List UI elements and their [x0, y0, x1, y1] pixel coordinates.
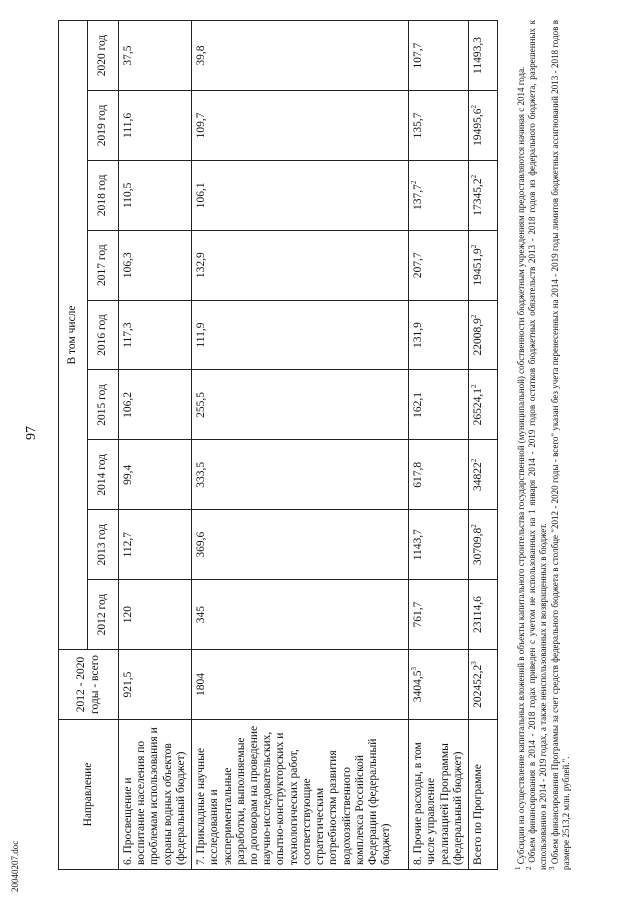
cell-value: 99,4: [122, 464, 134, 485]
row-year-value: [468, 370, 497, 440]
page-number: 97: [24, 426, 39, 440]
row-year-value: [119, 91, 192, 161]
row-year-value: [409, 21, 469, 91]
cell-value: 207,7: [412, 252, 425, 279]
row-year-value: [468, 300, 497, 370]
cell-value: 135,7: [412, 112, 425, 139]
row-year-value: [119, 300, 192, 370]
cell-value: 106,1: [195, 182, 208, 209]
row-year-value: [119, 160, 192, 230]
cell-value: 202452,2: [471, 664, 484, 708]
header-including: В том числе: [59, 21, 88, 650]
cell-value: 110,5: [122, 182, 134, 209]
table-row: [468, 21, 497, 870]
row-direction: Всего по Программе: [468, 720, 497, 870]
cell-value: 3404,5: [412, 670, 425, 703]
row-direction: 8. Прочие расходы, в том числе управление реализацией Программы (федеральный бюджет): [409, 720, 469, 870]
cell-value: 19451,9: [471, 248, 484, 286]
row-year-value: [468, 91, 497, 161]
cell-value: 617,8: [412, 461, 425, 488]
cell-value: 345: [195, 605, 208, 624]
row-year-value: [192, 300, 409, 370]
header-row: [59, 21, 88, 870]
footnote-mark: 2: [470, 524, 479, 528]
document-id: 20040207.doc: [10, 840, 20, 892]
row-year-value: [468, 510, 497, 580]
row-year-value: [468, 440, 497, 510]
footnote-mark: 2: [470, 384, 479, 388]
cell-value: 132,9: [195, 252, 208, 279]
row-year-value: [468, 580, 497, 650]
cell-value: 1804: [195, 673, 208, 696]
row-year-value: [119, 21, 192, 91]
footnote-mark: 2: [410, 180, 419, 185]
cell-value: 333,5: [195, 461, 208, 488]
footnote-number: 3: [547, 866, 556, 870]
row-year-value: [192, 370, 409, 440]
header-year: 2020 год: [88, 21, 119, 91]
row-year-value: [119, 230, 192, 300]
row-year-value: [409, 300, 469, 370]
footnote-mark: 2: [470, 174, 479, 179]
header-year: 2014 год: [88, 440, 119, 510]
cell-value: 30709,8: [471, 527, 484, 566]
cell-value: 107,7: [412, 42, 425, 69]
row-year-value: [409, 440, 469, 510]
footnote-mark: 3: [470, 661, 479, 665]
row-total: [192, 650, 409, 720]
cell-value: 921,5: [122, 671, 134, 698]
footnote-mark: 3: [410, 666, 419, 671]
table-row: [192, 21, 409, 870]
table-row: [409, 21, 469, 870]
table-row: [119, 21, 192, 870]
cell-value: 106,3: [122, 252, 134, 279]
header-year: 2013 год: [88, 510, 119, 580]
row-year-value: [192, 91, 409, 161]
header-year: 2016 год: [88, 300, 119, 370]
cell-value: 39,8: [195, 45, 208, 66]
row-total: [409, 650, 469, 720]
footnote: [547, 20, 573, 870]
footnote-mark: 2: [470, 244, 479, 249]
cell-value: 117,3: [122, 322, 134, 348]
cell-value: 17345,2: [471, 178, 484, 216]
footnote-text: Объем финансирования в 2014 - 2018 годах приведен с учетом не использованных на 1 января 2014 - 2019 годов остатков бюджетных обязательств 2013 - 2018 годов из федерального бюджета, разрешенных к использованию в 2014 - 2019 годах, а также неиспользованных и возвращенных в бюджет.: [527, 20, 549, 870]
cell-value: 111,9: [195, 322, 208, 348]
footnote-number: 2: [525, 866, 534, 870]
cell-value: 109,7: [195, 112, 208, 139]
row-year-value: [468, 21, 497, 91]
row-year-value: [192, 21, 409, 91]
cell-value: 34822: [471, 462, 484, 491]
row-year-value: [409, 160, 469, 230]
cell-value: 106,2: [122, 392, 134, 418]
row-year-value: [409, 510, 469, 580]
cell-value: 120: [122, 605, 134, 624]
row-year-value: [409, 370, 469, 440]
row-total: [468, 650, 497, 720]
cell-value: 23114,6: [471, 596, 484, 634]
footnote-mark: 2: [470, 458, 479, 463]
cell-value: 11493,3: [471, 37, 484, 74]
cell-value: 255,5: [195, 392, 208, 418]
cell-value: 761,7: [412, 601, 425, 628]
cell-value: 22008,9: [471, 318, 484, 356]
cell-value: 112,7: [122, 531, 134, 558]
row-year-value: [192, 160, 409, 230]
header-year: 2017 год: [88, 230, 119, 300]
cell-value: 137,7: [412, 184, 425, 210]
header-year: 2018 год: [88, 160, 119, 230]
row-year-value: [119, 510, 192, 580]
footnote-mark: 2: [470, 105, 479, 109]
footnote: [527, 20, 550, 870]
row-direction: 7. Прикладные научные исследования и экспериментальные разработки, выполняемые по договорам на проведение научно-исследовательских, опытно-конструкторских и технологических работ, соответствующие стратегическим потребностям развития водохозяйственного комплекса Российской Федерации (федеральный бюджет): [192, 720, 409, 870]
footnote: [513, 20, 527, 870]
cell-value: 369,6: [195, 531, 208, 558]
row-year-value: [409, 580, 469, 650]
rotated-page-content: [58, 20, 628, 870]
header-direction: Направление: [59, 720, 119, 870]
cell-value: 162,1: [412, 392, 425, 418]
row-year-value: [192, 230, 409, 300]
row-year-value: [468, 160, 497, 230]
footnote-text: Объем финансирования Программы за счет средств федерального бюджета в столбце "2012 - 2020 годы - всего" указан без учета перенесенных на 2014 - 2019 годы лимитов бюджетных ассигнований 2013 - 2018 годов в размере 2513,2 млн. рублей.".: [549, 20, 571, 870]
header-year: 2015 год: [88, 370, 119, 440]
footnote-text: Субсидии на осуществление капитальных вложений в объекты капитального строительства государственной (муниципальной) собственности бюджетным учреждениям предоставляются начиная с 2014 года.: [515, 66, 526, 867]
cell-value: 1143,7: [412, 529, 425, 561]
cell-value: 19495,6: [471, 108, 484, 146]
row-year-value: [119, 580, 192, 650]
header-total: 2012 - 2020 годы - всего: [59, 650, 119, 720]
row-year-value: [192, 580, 409, 650]
budget-table: [58, 20, 498, 870]
footnotes: [513, 20, 572, 870]
row-direction: 6. Просвещение и воспитание населения по проблемам использования и охраны водных объектов (федеральный бюджет): [119, 720, 192, 870]
row-year-value: [119, 440, 192, 510]
row-year-value: [119, 370, 192, 440]
footnote-mark: 2: [470, 314, 479, 319]
row-total: [119, 650, 192, 720]
cell-value: 26524,1: [471, 388, 484, 426]
cell-value: 37,5: [122, 45, 134, 66]
row-year-value: [409, 230, 469, 300]
footnote-number: 1: [513, 866, 522, 870]
row-year-value: [192, 510, 409, 580]
row-year-value: [468, 230, 497, 300]
cell-value: 131,9: [412, 322, 425, 348]
header-year: 2019 год: [88, 91, 119, 161]
row-year-value: [192, 440, 409, 510]
cell-value: 111,6: [122, 112, 134, 138]
header-year: 2012 год: [88, 580, 119, 650]
row-year-value: [409, 91, 469, 161]
